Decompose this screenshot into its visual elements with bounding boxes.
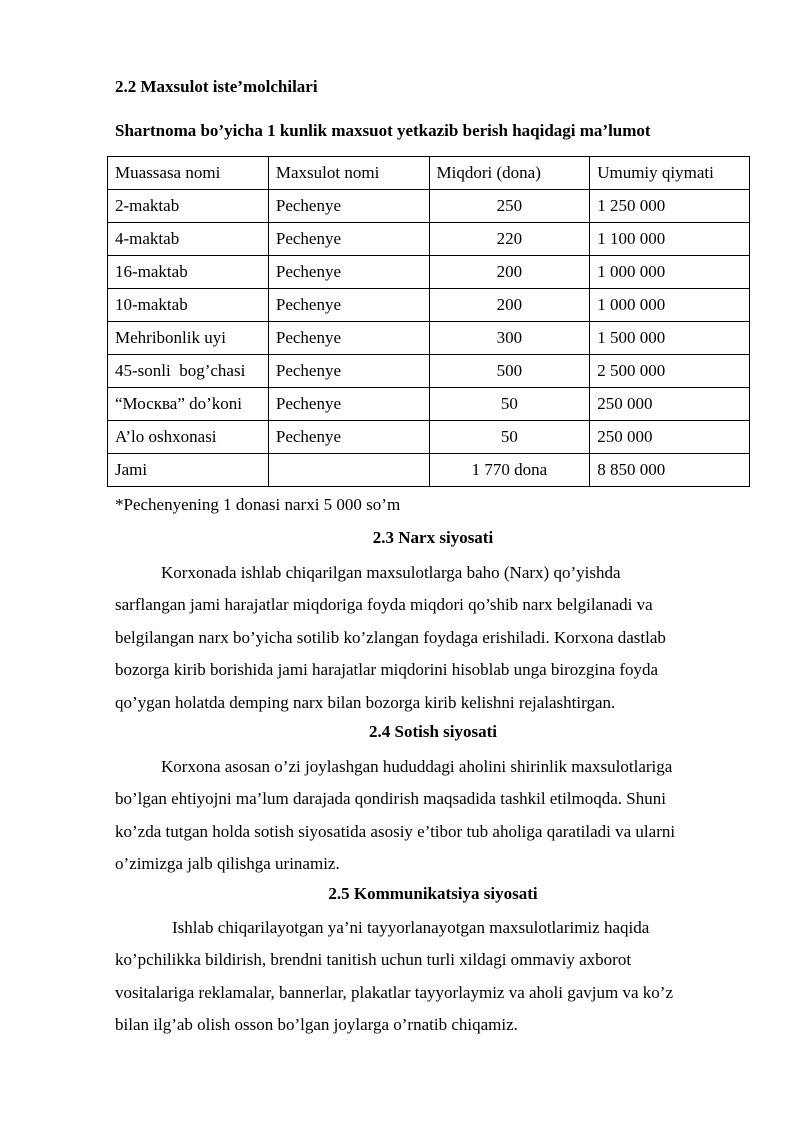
delivery-table [107,156,750,487]
paragraph-line: bozorga kirib borishida jami harajatlar miqdorini hisoblab unga birozgina foyda [115,660,659,680]
product-cell: Pechenye [268,223,429,256]
table-row [108,355,750,388]
quantity-cell: 300 [429,322,590,355]
institution-cell: Mehribonlik uyi [108,322,269,355]
header-cell: Muassasa nomi [108,157,269,190]
total-quantity-cell: 1 770 dona [429,454,590,487]
total-value-cell: 1 000 000 [590,289,750,322]
product-cell: Pechenye [268,421,429,454]
section-heading-sales: 2.4 Sotish siyosati [369,722,497,741]
paragraph-line: Korxona asosan o’zi joylashgan hududdagi aholini shirinlik maxsulotlariga [161,757,673,776]
paragraph-line: qo’ygan holatda demping narx bilan bozorga kirib kelishni rejalashtirgan. [115,692,616,712]
table-row [108,388,750,421]
sales-paragraph [115,751,751,881]
paragraph-line: bo’lgan ehtiyojni ma’lum darajada qondirish maqsadida tashkil etilmoqda. Shuni [115,789,666,809]
total-value-cell: 250 000 [590,388,750,421]
product-cell: Pechenye [268,322,429,355]
product-cell: Pechenye [268,388,429,421]
quantity-cell: 50 [429,388,590,421]
institution-cell: “Москва” do’koni [108,388,269,421]
total-value-cell: 1 250 000 [590,190,750,223]
quantity-cell: 200 [429,289,590,322]
total-value-cell: 1 000 000 [590,256,750,289]
table-row [108,190,750,223]
paragraph-line: ko’zda tutgan holda sotish siyosatida asosiy e’tibor tub aholiga qaratiladi va ularni [115,821,676,841]
section-heading-pricing: 2.3 Narx siyosati [372,528,494,547]
quantity-cell: 50 [429,421,590,454]
table-row [108,289,750,322]
total-value-cell: 250 000 [590,421,750,454]
institution-cell: 45-sonli bog’chasi [108,355,269,388]
header-cell: Miqdori (dona) [429,157,590,190]
product-cell: Pechenye [268,289,429,322]
total-label-cell: Jami [108,454,269,487]
header-cell: Maxsulot nomi [268,157,429,190]
paragraph-line: o’zimizga jalb qilishga urinamiz. [115,854,340,874]
institution-cell: 16-maktab [108,256,269,289]
quantity-cell: 220 [429,223,590,256]
section-heading-consumers: 2.2 Maxsulot iste’molchilari [115,77,318,96]
table-row [108,322,750,355]
paragraph-line: bilan ilg’ab olish osson bo’lgan joylarga o’rnatib chiqamiz. [115,1015,518,1035]
empty-cell [268,454,429,487]
product-cell: Pechenye [268,190,429,223]
institution-cell: 10-maktab [108,289,269,322]
table-row [108,256,750,289]
paragraph-line: Korxonada ishlab chiqarilgan maxsulotlarga baho (Narx) qo’yishda [161,563,621,582]
table-row [108,223,750,256]
quantity-cell: 250 [429,190,590,223]
communication-paragraph [115,912,751,1042]
institution-cell: 2-maktab [108,190,269,223]
grand-total-cell: 8 850 000 [590,454,750,487]
table-row [108,421,750,454]
paragraph-line: belgilangan narx bo’yicha sotilib ko’zlangan foydaga erishiladi. Korxona dastlab [115,627,666,647]
total-value-cell: 1 100 000 [590,223,750,256]
paragraph-line: sarflangan jami harajatlar miqdoriga foyda miqdori qo’shib narx belgilanadi va [115,595,653,615]
quantity-cell: 200 [429,256,590,289]
quantity-cell: 500 [429,355,590,388]
product-cell: Pechenye [268,256,429,289]
paragraph-line: Ishlab chiqarilayotgan ya’ni tayyorlanayotgan maxsulotlarimiz haqida [172,918,650,937]
header-cell: Umumiy qiymati [590,157,750,190]
pricing-paragraph [115,557,751,719]
price-note: *Pechenyening 1 donasi narxi 5 000 so’m [115,495,401,514]
paragraph-line: ko’pchilikka bildirish, brendni tanitish uchun turli xildagi ommaviy axborot [115,950,632,970]
total-value-cell: 1 500 000 [590,322,750,355]
paragraph-line: vositalariga reklamalar, bannerlar, plakatlar tayyorlaymiz va aholi gavjum va ko’z [115,982,673,1002]
section-heading-communication: 2.5 Kommunikatsiya siyosati [328,884,538,903]
institution-cell: A’lo oshxonasi [108,421,269,454]
total-value-cell: 2 500 000 [590,355,750,388]
table-total-row [108,454,750,487]
table-header-row [108,157,750,190]
table-title: Shartnoma bo’yicha 1 kunlik maxsuot yetkazib berish haqidagi ma’lumot [115,121,651,140]
institution-cell: 4-maktab [108,223,269,256]
product-cell: Pechenye [268,355,429,388]
